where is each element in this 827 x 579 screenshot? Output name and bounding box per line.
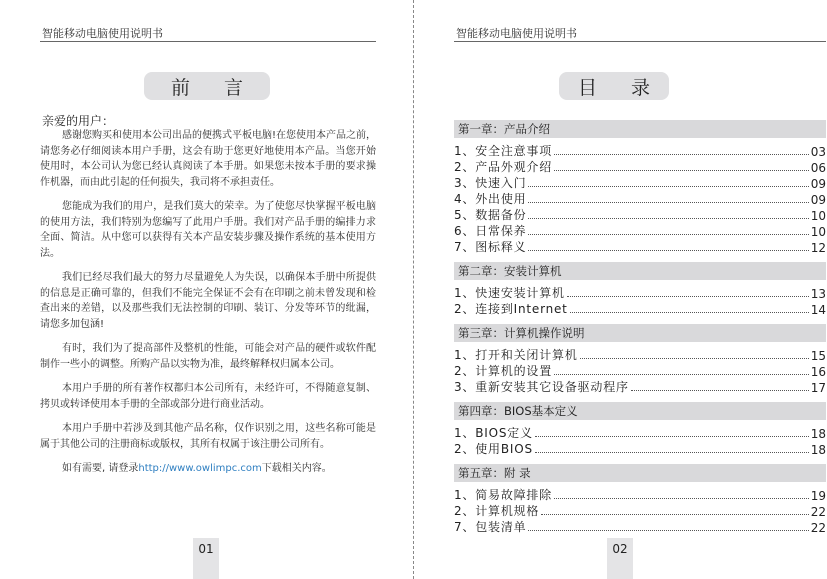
toc-entry-page: 17 <box>810 381 826 395</box>
toc-entry-page: 10 <box>810 225 826 239</box>
toc-entry-label: 1、安全注意事项 <box>454 144 553 158</box>
toc-entry-page: 18 <box>810 427 826 441</box>
toc-entry[interactable] <box>454 159 826 175</box>
toc-entry-page: 22 <box>810 505 826 519</box>
dot-leader <box>528 530 808 531</box>
dot-leader <box>528 202 808 203</box>
toc-entry-label: 3、重新安装其它设备驱动程序 <box>454 380 629 394</box>
toc-entry[interactable] <box>454 207 826 223</box>
section-gap <box>454 457 826 464</box>
page-number: 01 <box>193 538 219 579</box>
dot-leader <box>567 296 809 297</box>
toc-chapter-heading: 第三章：计算机操作说明 <box>454 324 826 342</box>
dot-leader <box>541 514 808 515</box>
toc-chapter-heading: 第二章：安装计算机 <box>454 262 826 280</box>
toc-entry-page: 16 <box>810 365 826 379</box>
paragraph: 您能成为我们的用户，是我们莫大的荣幸。为了使您尽快掌握平板电脑的使用方法，我们特别为您编写了此用户手册。我们对产品手册的编排力求全面、简洁。从中您可以获得有关本产品安装步骤及操作系统的基本使用方法。 <box>40 201 376 259</box>
dot-leader <box>580 358 809 359</box>
toc-entry-page: 09 <box>810 177 826 191</box>
toc-chapter-heading: 第一章：产品介绍 <box>454 120 826 138</box>
dot-leader <box>528 234 808 235</box>
dot-leader <box>631 390 809 391</box>
toc-entry-page: 19 <box>810 489 826 503</box>
website-link[interactable]: http://www.owlimpc.com <box>138 463 262 474</box>
toc-entry[interactable] <box>454 363 826 379</box>
toc-page <box>414 0 827 579</box>
preface-page <box>0 0 413 579</box>
dot-leader <box>528 218 808 219</box>
paragraph: 有时，我们为了提高部件及整机的性能，可能会对产品的硬件或软件配制作一些小的调整。所购产品以实物为准，最终解释权归属本公司。 <box>40 343 376 370</box>
toc-entry[interactable] <box>454 191 826 207</box>
toc-chapter-heading: 第五章：附 录 <box>454 464 826 482</box>
running-head: 智能移动电脑使用说明书 <box>42 27 163 40</box>
toc-entry-label: 1、快速安装计算机 <box>454 286 565 300</box>
greeting: 亲爱的用户： <box>42 114 115 128</box>
toc-entry[interactable] <box>454 379 826 395</box>
dot-leader <box>528 250 808 251</box>
dot-leader <box>535 436 809 437</box>
page-title: 前 言 <box>144 72 270 100</box>
toc-entry-page: 10 <box>810 209 826 223</box>
toc-entry-label: 2、计算机的设置 <box>454 364 553 378</box>
toc-entry[interactable] <box>454 503 826 519</box>
toc-entry-label: 2、使用BIOS <box>454 442 533 456</box>
toc-entry[interactable] <box>454 301 826 317</box>
preface-body <box>40 128 376 486</box>
download-suffix: 下载相关内容。 <box>261 463 332 474</box>
paragraph: 本用户手册中若涉及到其他产品名称，仅作识别之用，这些名称可能是属于其他公司的注册商标或版权，其所有权属于该注册公司所有。 <box>40 423 376 450</box>
toc-entry-label: 4、外出使用 <box>454 192 527 206</box>
toc-entry-page: 22 <box>810 521 826 535</box>
toc-entry[interactable] <box>454 239 826 255</box>
section-gap <box>454 395 826 402</box>
section-gap <box>454 255 826 262</box>
dot-leader <box>554 374 809 375</box>
page-title: 目 录 <box>559 72 669 100</box>
toc-entry-page: 13 <box>810 287 826 301</box>
toc-entry-page: 15 <box>810 349 826 363</box>
section-gap <box>454 317 826 324</box>
toc-entry-page: 06 <box>810 161 826 175</box>
toc-entry-label: 2、连接到Internet <box>454 302 568 316</box>
page-number: 02 <box>607 538 633 579</box>
toc-entry[interactable] <box>454 285 826 301</box>
dot-leader <box>528 186 808 187</box>
toc-entry-page: 12 <box>810 241 826 255</box>
paragraph: 我们已经尽我们最大的努力尽量避免人为失误，以确保本手册中所提供的信息是正确可靠的，但我们不能完全保证不会有在印刷之前未曾发现和检查出来的差错，以及那些我们无法控制的印刷、装订、分发等环节的纰漏，请您多加包涵! <box>40 272 376 330</box>
dot-leader <box>554 154 809 155</box>
toc-entry[interactable] <box>454 519 826 535</box>
running-head: 智能移动电脑使用说明书 <box>456 27 577 40</box>
toc-entry-page: 14 <box>810 303 826 317</box>
download-prefix: 如有需要, 请登录 <box>62 463 139 474</box>
toc-entry-page: 03 <box>810 145 826 159</box>
toc-entry-label: 7、图标释义 <box>454 240 527 254</box>
header-rule <box>40 41 376 42</box>
toc-entry-label: 6、日常保养 <box>454 224 527 238</box>
toc-entry-label: 1、简易故障排除 <box>454 488 553 502</box>
section-gap <box>454 535 826 542</box>
toc-entry-label: 1、打开和关闭计算机 <box>454 348 578 362</box>
toc-entry-label: 5、数据备份 <box>454 208 527 222</box>
toc-entry[interactable] <box>454 175 826 191</box>
dot-leader <box>570 312 809 313</box>
toc-entry-label: 3、快速入门 <box>454 176 527 190</box>
toc-entry[interactable] <box>454 425 826 441</box>
toc-entry[interactable] <box>454 347 826 363</box>
toc-chapter-heading: 第四章：BIOS基本定义 <box>454 402 826 420</box>
dot-leader <box>554 170 809 171</box>
paragraph: 本用户手册的所有著作权都归本公司所有，未经许可，不得随意复制、拷贝或转译使用本手册的全部或部分进行商业活动。 <box>40 383 376 410</box>
toc-entry[interactable] <box>454 143 826 159</box>
dot-leader <box>535 452 809 453</box>
toc-entry-page: 18 <box>810 443 826 457</box>
toc-entry[interactable] <box>454 223 826 239</box>
toc-entry-label: 2、产品外观介绍 <box>454 160 553 174</box>
download-paragraph <box>40 461 376 477</box>
table-of-contents <box>454 120 826 542</box>
paragraph: 感谢您购买和使用本公司出品的便携式平板电脑!在您使用本产品之前，请您务必仔细阅读本用户手册，这会有助于您更好地使用本产品。当您开始使用时，本公司认为您已经认真阅读了本手册。如果您未按本手册的要求操作机器，而由此引起的任何损失，我司将不承担责任。 <box>40 130 377 188</box>
toc-entry[interactable] <box>454 487 826 503</box>
toc-entry-label: 1、BIOS定义 <box>454 426 533 440</box>
toc-entry-label: 7、包装清单 <box>454 520 527 534</box>
dot-leader <box>554 498 809 499</box>
toc-entry[interactable] <box>454 441 826 457</box>
toc-entry-label: 2、计算机规格 <box>454 504 540 518</box>
header-rule <box>454 41 826 42</box>
toc-entry-page: 09 <box>810 193 826 207</box>
